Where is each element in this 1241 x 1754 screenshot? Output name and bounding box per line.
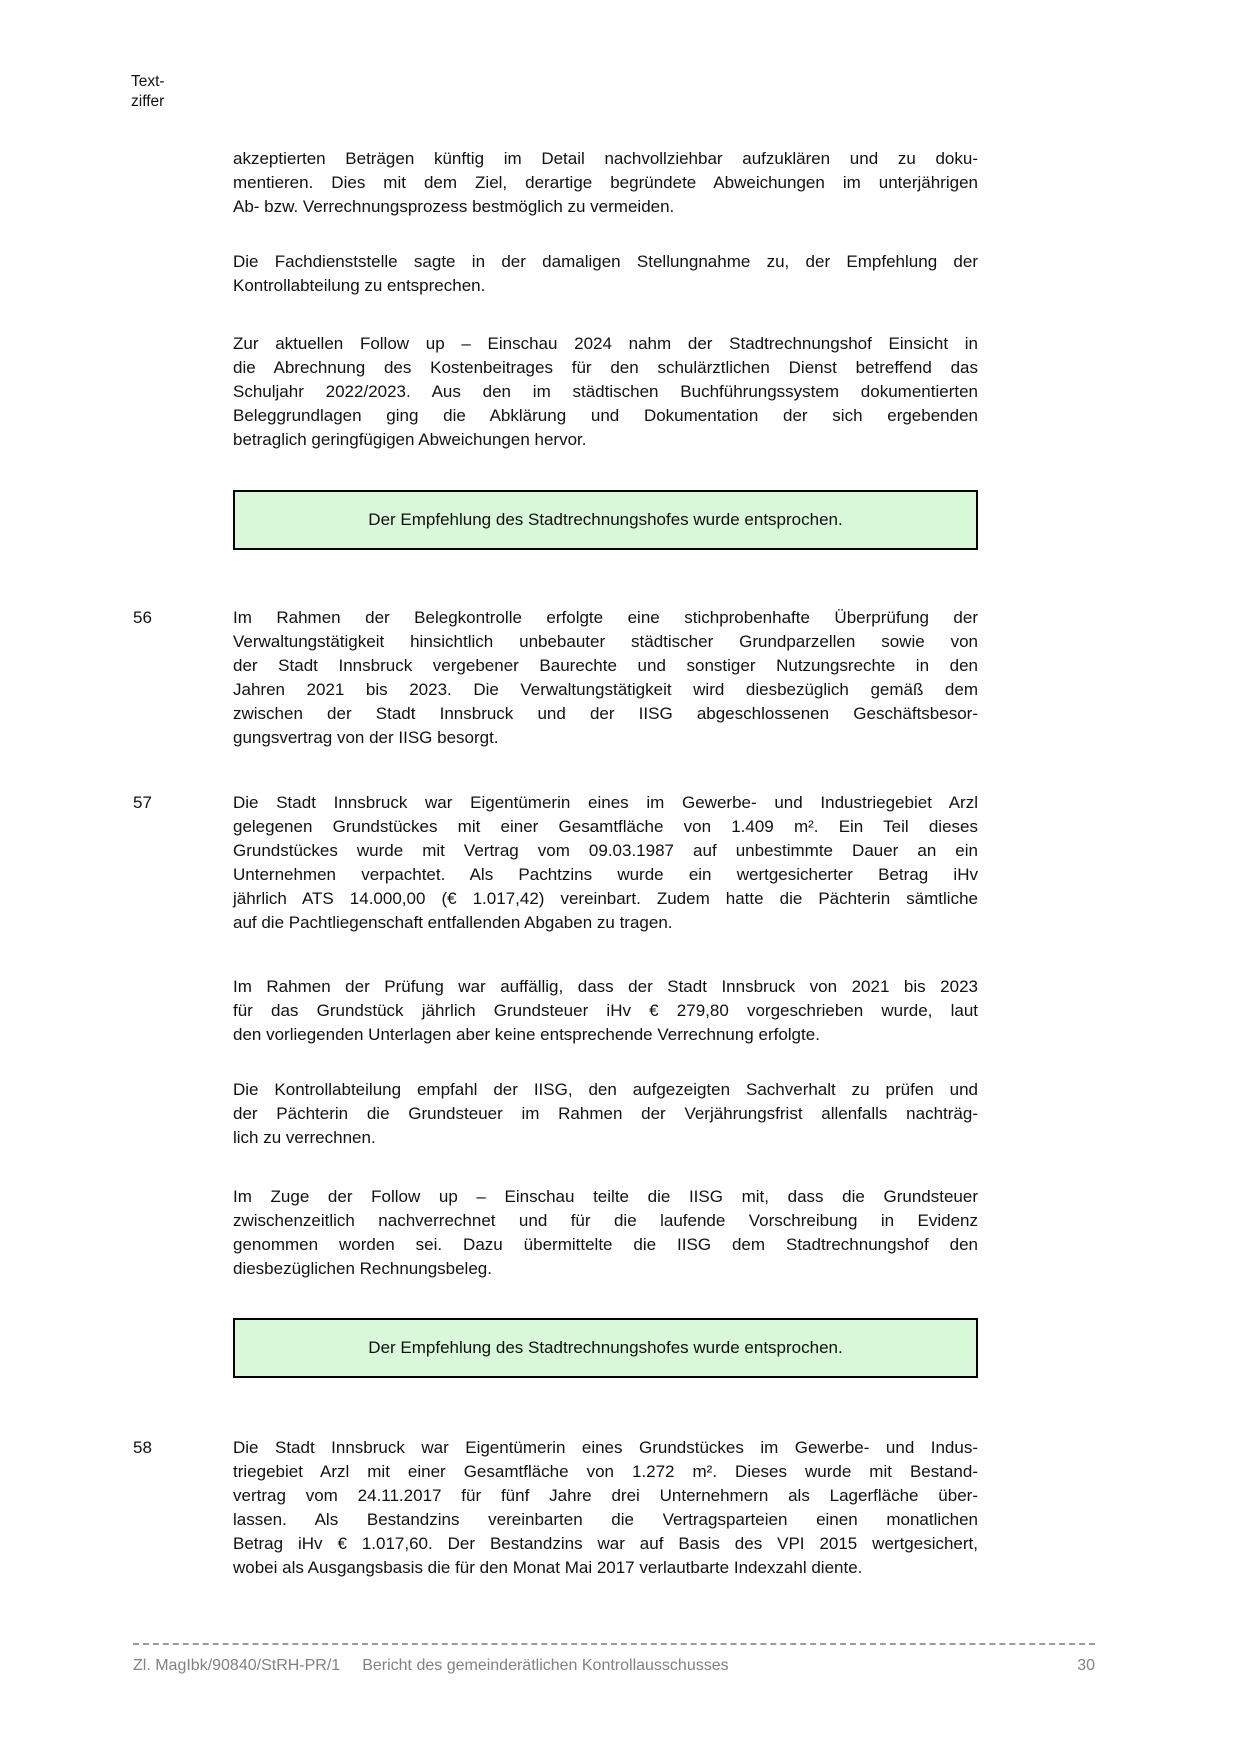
text-line: Schuljahr 2022/2023. Aus den im städtischen Buchführungssystem dokumentierten [233, 382, 978, 401]
text-line: Ab- bzw. Verrechnungsprozess bestmöglich zu vermeiden. [233, 197, 675, 216]
footer-report-title: Bericht des gemeinderätlichen Kontrollausschusses [362, 1657, 729, 1674]
recommendation-box [233, 1318, 978, 1378]
margin-column-header-line: Text- [131, 73, 165, 90]
text-line: Die Stadt Innsbruck war Eigentümerin eines Grundstückes im Gewerbe- und Indus- [233, 1438, 978, 1457]
text-line: Im Zuge der Follow up – Einschau teilte die IISG mit, dass die Grundsteuer [233, 1187, 978, 1206]
text-line: Die Stadt Innsbruck war Eigentümerin eines im Gewerbe- und Industriegebiet Arzl [233, 793, 978, 812]
paragraph-text [233, 1078, 978, 1150]
paragraph-text [233, 791, 978, 935]
text-line: Grundstückes wurde mit Vertrag vom 09.03.1987 auf unbestimmte Dauer an ein [233, 841, 978, 860]
text-line: lich zu verrechnen. [233, 1128, 376, 1147]
text-line: der Pächterin die Grundsteuer im Rahmen der Verjährungsfrist allenfalls nachträg- [233, 1104, 978, 1123]
recommendation-text: Der Empfehlung des Stadtrechnungshofes wurde entsprochen. [368, 1338, 843, 1357]
text-line: vertrag vom 24.11.2017 für fünf Jahre drei Unternehmern als Lagerfläche über- [233, 1486, 978, 1505]
text-line: Beleggrundlagen ging die Abklärung und Dokumentation der sich ergebenden [233, 406, 978, 425]
text-line: der Stadt Innsbruck vergebener Baurechte und sonstiger Nutzungsrechte in den [233, 656, 978, 675]
paragraph [133, 1078, 978, 1150]
text-line: Im Rahmen der Prüfung war auffällig, dass der Stadt Innsbruck von 2021 bis 2023 [233, 977, 978, 996]
text-line: für das Grundstück jährlich Grundsteuer iHv € 279,80 vorgeschrieben wurde, laut [233, 1001, 978, 1020]
text-line: Betrag iHv € 1.017,60. Der Bestandzins war auf Basis des VPI 2015 wertgesichert, [233, 1534, 978, 1553]
text-line: Unternehmen verpachtet. Als Pachtzins wurde ein wertgesicherter Betrag iHv [233, 865, 978, 884]
footer-page-number: 30 [1077, 1657, 1095, 1674]
text-line: triegebiet Arzl mit einer Gesamtfläche von 1.272 m². Dieses wurde mit Bestand- [233, 1462, 978, 1481]
paragraph [133, 1185, 978, 1281]
text-line: wobei als Ausgangsbasis die für den Monat Mai 2017 verlautbarte Indexzahl diente. [233, 1558, 863, 1577]
margin-column-header [131, 72, 165, 112]
paragraph-text [233, 147, 978, 219]
recommendation-box [233, 490, 978, 550]
text-line: gungsvertrag von der IISG besorgt. [233, 728, 499, 747]
paragraph [133, 147, 978, 219]
paragraph-text [233, 975, 978, 1047]
text-line: zwischenzeitlich nachverrechnet und für die laufende Vorschreibung in Evidenz [233, 1211, 978, 1230]
paragraph-text [233, 332, 978, 452]
text-line: akzeptierten Beträgen künftig im Detail nachvollziehbar aufzuklären und zu doku- [233, 149, 978, 168]
text-line: Jahren 2021 bis 2023. Die Verwaltungstätigkeit wird diesbezüglich gemäß dem [233, 680, 978, 699]
text-line: den vorliegenden Unterlagen aber keine entsprechende Verrechnung erfolgte. [233, 1025, 820, 1044]
text-line: Im Rahmen der Belegkontrolle erfolgte eine stichprobenhafte Überprüfung der [233, 608, 978, 627]
text-line: die Abrechnung des Kostenbeitrages für den schulärztlichen Dienst betreffend das [233, 358, 978, 377]
text-line: Die Kontrollabteilung empfahl der IISG, den aufgezeigten Sachverhalt zu prüfen und [233, 1080, 978, 1099]
paragraph-text [233, 1185, 978, 1281]
margin-number: 57 [133, 793, 152, 812]
text-line: Verwaltungstätigkeit hinsichtlich unbebauter städtischer Grundparzellen sowie von [233, 632, 978, 651]
paragraph-text [233, 250, 978, 298]
text-line: Zur aktuellen Follow up – Einschau 2024 nahm der Stadtrechnungshof Einsicht in [233, 334, 978, 353]
text-line: lassen. Als Bestandzins vereinbarten die Vertragsparteien einen monatlichen [233, 1510, 978, 1529]
margin-number: 56 [133, 608, 152, 627]
margin-number: 58 [133, 1438, 152, 1457]
recommendation-text: Der Empfehlung des Stadtrechnungshofes wurde entsprochen. [368, 510, 843, 529]
text-line: betraglich geringfügigen Abweichungen hervor. [233, 430, 587, 449]
paragraph-text [233, 1436, 978, 1580]
text-line: Kontrollabteilung zu entsprechen. [233, 276, 486, 295]
text-line: zwischen der Stadt Innsbruck und der IISG abgeschlossenen Geschäftsbesor- [233, 704, 978, 723]
text-line: gelegenen Grundstückes mit einer Gesamtfläche von 1.409 m². Ein Teil dieses [233, 817, 978, 836]
text-line: jährlich ATS 14.000,00 (€ 1.017,42) vereinbart. Zudem hatte die Pächterin sämtliche [233, 889, 978, 908]
text-line: auf die Pachtliegenschaft entfallenden Abgaben zu tragen. [233, 913, 673, 932]
paragraph-text [233, 606, 978, 750]
paragraph [133, 332, 978, 452]
numbered-section [133, 1436, 978, 1580]
footer-divider [133, 1643, 1095, 1645]
text-line: Die Fachdienststelle sagte in der damaligen Stellungnahme zu, der Empfehlung der [233, 252, 978, 271]
numbered-section [133, 606, 978, 750]
page-footer [133, 1643, 1095, 1675]
paragraph [133, 250, 978, 298]
margin-column-header-line: ziffer [131, 93, 165, 110]
numbered-section [133, 791, 978, 935]
paragraph [133, 975, 978, 1047]
footer-reference: Zl. MagIbk/90840/StRH-PR/1 [133, 1657, 341, 1674]
text-line: mentieren. Dies mit dem Ziel, derartige begründete Abweichungen im unterjährigen [233, 173, 978, 192]
text-line: diesbezüglichen Rechnungsbeleg. [233, 1259, 492, 1278]
text-line: genommen worden sei. Dazu übermittelte die IISG dem Stadtrechnungshof den [233, 1235, 978, 1254]
